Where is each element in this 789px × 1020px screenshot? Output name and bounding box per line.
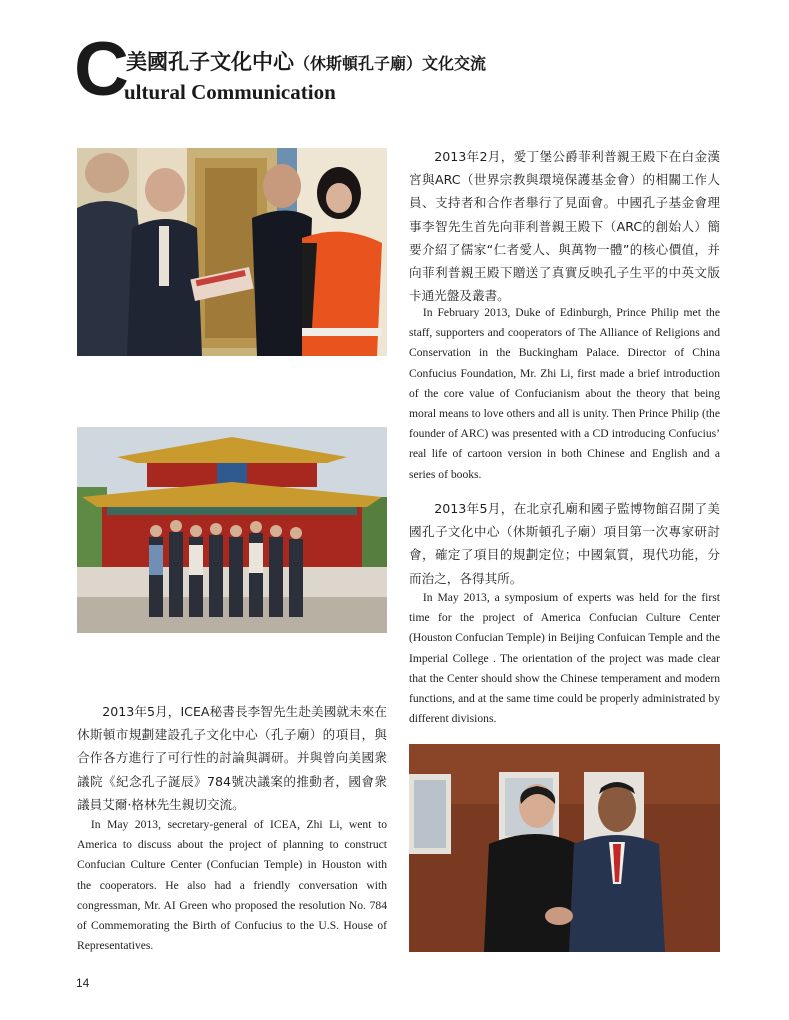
title-chinese-sub: （休斯頓孔子廟）文化交流 [294, 54, 487, 73]
section-2-chinese: 2013年5月，在北京孔廟和國子監博物館召開了美國孔子文化中心（休斯頓孔子廟）項目第一次專家研討會，確定了項目的規劃定位；中國氣質，現代功能，分而治之，各得其所。 [409, 501, 720, 586]
page-number: 14 [76, 976, 90, 990]
title-chinese-main: 美國孔子文化中心 [126, 49, 294, 74]
section-3-english: In May 2013, secretary-general of ICEA, Zhi Li, went to America to discuss about the project of planning to construct Confucian Culture Center (Confucian Temple) in Houston with the cooperators. He also had a friendly conversation with congressman, Mr. AI Green who proposed the resolution No. 784 of Commemorating the Birth of Confucius to the U.S. House of Representatives. [77, 818, 387, 953]
title-initial: C [74, 27, 129, 112]
title-chinese [126, 46, 486, 76]
photo-temple-group [77, 427, 387, 633]
section-1-english: In February 2013, Duke of Edinburgh, Prince Philip met the staff, supporters and cooperators of The Alliance of Religions and Conservation in the Buckingham Palace. Director of China Confucius Foundation, Mr. Zhi Li, first made a brief introduction of the core value of Confucianism about the theory that being moral means to love others and all is unity. Then Prince Philip (the founder of ARC) was presented with a CD introducing Confucius’ real life of cartoon version in both Chinese and English and a series of books. [409, 306, 720, 481]
section-3-chinese: 2013年5月，ICEA秘書長李智先生赴美國就未來在休斯頓市規劃建設孔子文化中心（孔子廟）的項目，與合作各方進行了可行性的討論與調研。并與曾向美國衆議院《紀念孔子誕辰》784號决議案的推動者，國會衆議員艾爾·格林先生親切交流。 [77, 704, 387, 812]
photo-handshake [409, 744, 720, 952]
section-2-english: In May 2013, a symposium of experts was held for the first time for the project of America Confucian Culture Center (Houston Confucian Temple) in Beijing Confuican Temple and the Imperial College . The orientation of the project was made clear that the Center should show the Chinese temperament and modern functions, and at the same time could be properly administrated by different divisions. [409, 591, 720, 726]
section-1-chinese: 2013年2月，愛丁堡公爵菲利普親王殿下在白金漢宮與ARC（世界宗教與環境保護基金會）的相關工作人員、支持者和合作者舉行了見面會。中國孔子基金會理事李智先生首先向菲利普親王殿下（ARC的創始人）簡要介紹了儒家“仁者愛人、與萬物一體”的核心價值，并向菲利普親王殿下贈送了真實反映孔子生平的中英文版卡通光盤及叢書。 [409, 149, 720, 304]
title-english: ultural Communication [124, 80, 336, 104]
photo-palace-meeting [77, 148, 387, 356]
page-header [74, 27, 714, 112]
